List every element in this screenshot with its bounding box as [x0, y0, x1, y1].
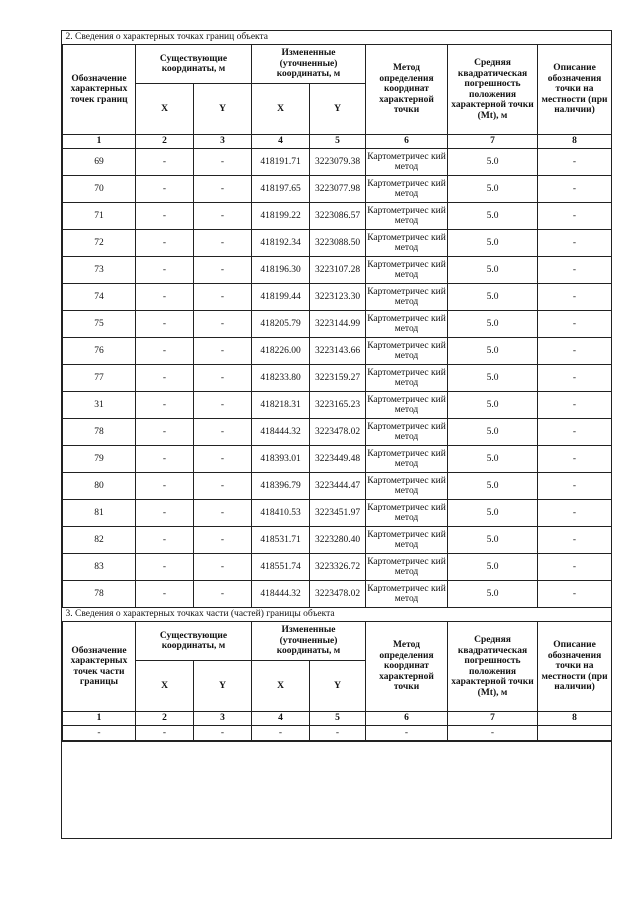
existing-y-cell: -: [194, 527, 252, 554]
existing-x-cell: -: [136, 230, 194, 257]
description-cell: -: [538, 554, 612, 581]
method-cell: Картометричес кий метод: [366, 338, 448, 365]
new-x-cell: 418199.44: [252, 284, 310, 311]
method-cell: Картометричес кий метод: [366, 419, 448, 446]
table-row: [63, 581, 612, 608]
mt-error-cell: 5.0: [448, 257, 538, 284]
existing-x-cell: -: [136, 284, 194, 311]
column-number: 7: [448, 712, 538, 726]
description-cell: -: [538, 176, 612, 203]
table-row: [63, 473, 612, 500]
mt-error-cell: 5.0: [448, 230, 538, 257]
new-y-cell: 3223165.23: [310, 392, 366, 419]
existing-x-cell: -: [136, 473, 194, 500]
mt-error-cell: 5.0: [448, 554, 538, 581]
new-y-cell: 3223449.48: [310, 446, 366, 473]
existing-x-cell: -: [136, 581, 194, 608]
header-existing: Существующие координаты, м: [136, 622, 252, 661]
mt-error-cell: -: [448, 726, 538, 741]
new-y-cell: 3223079.38: [310, 149, 366, 176]
new-y-cell: 3223159.27: [310, 365, 366, 392]
new-x-cell: 418191.71: [252, 149, 310, 176]
section2-table: [62, 31, 612, 608]
existing-y-cell: -: [194, 419, 252, 446]
column-number: 7: [448, 135, 538, 149]
header-designation: Обозначение характерных точек части границы: [63, 622, 136, 712]
mt-error-cell: 5.0: [448, 527, 538, 554]
description-cell: -: [538, 473, 612, 500]
existing-x-cell: -: [136, 446, 194, 473]
existing-y-cell: -: [194, 257, 252, 284]
method-cell: Картометричес кий метод: [366, 230, 448, 257]
point-number-cell: 82: [63, 527, 136, 554]
new-y-cell: 3223143.66: [310, 338, 366, 365]
mt-error-cell: 5.0: [448, 338, 538, 365]
point-number-cell: 81: [63, 500, 136, 527]
section3-table: [62, 608, 612, 741]
method-cell: Картометричес кий метод: [366, 284, 448, 311]
mt-error-cell: 5.0: [448, 149, 538, 176]
new-x-cell: 418197.65: [252, 176, 310, 203]
method-cell: Картометричес кий метод: [366, 527, 448, 554]
existing-x-cell: -: [136, 311, 194, 338]
existing-x-cell: -: [136, 392, 194, 419]
description-cell: -: [538, 149, 612, 176]
table-row: [63, 726, 612, 741]
section2-body: [63, 149, 612, 608]
column-number: 8: [538, 135, 612, 149]
table-row: [63, 284, 612, 311]
header-error: Средняя квадратическая погрешность положения характерной точки (Mt), м: [448, 45, 538, 135]
header-existing-y: Y: [194, 84, 252, 135]
header-error: Средняя квадратическая погрешность положения характерной точки (Mt), м: [448, 622, 538, 712]
existing-y-cell: -: [194, 392, 252, 419]
new-y-cell: -: [310, 726, 366, 741]
existing-y-cell: -: [194, 176, 252, 203]
table-row: [63, 365, 612, 392]
point-number-cell: 78: [63, 581, 136, 608]
existing-y-cell: -: [194, 446, 252, 473]
new-y-cell: 3223144.99: [310, 311, 366, 338]
column-numbers-row: [63, 712, 612, 726]
column-number: 2: [136, 712, 194, 726]
mt-error-cell: 5.0: [448, 176, 538, 203]
existing-x-cell: -: [136, 726, 194, 741]
point-number-cell: 73: [63, 257, 136, 284]
new-x-cell: 418531.71: [252, 527, 310, 554]
new-x-cell: 418444.32: [252, 581, 310, 608]
description-cell: [538, 726, 612, 741]
method-cell: Картометричес кий метод: [366, 311, 448, 338]
blank-area: [62, 741, 611, 838]
point-number-cell: 69: [63, 149, 136, 176]
point-number-cell: 75: [63, 311, 136, 338]
existing-y-cell: -: [194, 473, 252, 500]
section2-title: 2. Сведения о характерных точках границ объекта: [63, 31, 612, 45]
column-number: 4: [252, 712, 310, 726]
header-changed: Измененные (уточненные) координаты, м: [252, 45, 366, 84]
table-row: [63, 257, 612, 284]
new-y-cell: 3223478.02: [310, 581, 366, 608]
existing-y-cell: -: [194, 284, 252, 311]
description-cell: -: [538, 446, 612, 473]
method-cell: Картометричес кий метод: [366, 581, 448, 608]
description-cell: -: [538, 500, 612, 527]
table-row: [63, 149, 612, 176]
description-cell: -: [538, 203, 612, 230]
header-changed-x: X: [252, 84, 310, 135]
existing-y-cell: -: [194, 726, 252, 741]
new-x-cell: 418393.01: [252, 446, 310, 473]
description-cell: -: [538, 365, 612, 392]
table-row: [63, 500, 612, 527]
description-cell: -: [538, 230, 612, 257]
header-existing-y: Y: [194, 661, 252, 712]
column-number: 1: [63, 135, 136, 149]
column-number: 4: [252, 135, 310, 149]
mt-error-cell: 5.0: [448, 203, 538, 230]
new-x-cell: -: [252, 726, 310, 741]
new-y-cell: 3223086.57: [310, 203, 366, 230]
new-y-cell: 3223077.98: [310, 176, 366, 203]
point-number-cell: 80: [63, 473, 136, 500]
header-designation: Обозначение характерных точек границ: [63, 45, 136, 135]
mt-error-cell: 5.0: [448, 311, 538, 338]
existing-x-cell: -: [136, 365, 194, 392]
section3-title: 3. Сведения о характерных точках части (частей) границы объекта: [63, 608, 612, 622]
new-x-cell: 418233.80: [252, 365, 310, 392]
table-row: [63, 527, 612, 554]
description-cell: -: [538, 284, 612, 311]
new-y-cell: 3223280.40: [310, 527, 366, 554]
column-number: 3: [194, 712, 252, 726]
method-cell: Картометричес кий метод: [366, 365, 448, 392]
method-cell: Картометричес кий метод: [366, 149, 448, 176]
point-number-cell: 79: [63, 446, 136, 473]
header-method: Метод определения координат характерной точки: [366, 622, 448, 712]
method-cell: Картометричес кий метод: [366, 500, 448, 527]
new-x-cell: 418444.32: [252, 419, 310, 446]
method-cell: Картометричес кий метод: [366, 203, 448, 230]
new-x-cell: 418199.22: [252, 203, 310, 230]
method-cell: Картометричес кий метод: [366, 554, 448, 581]
column-number: 6: [366, 712, 448, 726]
existing-x-cell: -: [136, 176, 194, 203]
method-cell: Картометричес кий метод: [366, 257, 448, 284]
existing-y-cell: -: [194, 554, 252, 581]
existing-y-cell: -: [194, 230, 252, 257]
description-cell: -: [538, 527, 612, 554]
description-cell: -: [538, 257, 612, 284]
existing-y-cell: -: [194, 311, 252, 338]
method-cell: Картометричес кий метод: [366, 473, 448, 500]
header-existing-x: X: [136, 84, 194, 135]
existing-y-cell: -: [194, 203, 252, 230]
header-description: Описание обозначения точки на местности (при наличии): [538, 622, 612, 712]
description-cell: -: [538, 392, 612, 419]
section3-body: [63, 726, 612, 741]
description-cell: -: [538, 419, 612, 446]
column-number: 6: [366, 135, 448, 149]
table-row: [63, 230, 612, 257]
point-number-cell: 76: [63, 338, 136, 365]
header-changed-y: Y: [310, 661, 366, 712]
document-sheet: [61, 30, 612, 839]
column-number: 5: [310, 712, 366, 726]
mt-error-cell: 5.0: [448, 446, 538, 473]
table-row: [63, 554, 612, 581]
mt-error-cell: 5.0: [448, 392, 538, 419]
new-y-cell: 3223444.47: [310, 473, 366, 500]
existing-y-cell: -: [194, 149, 252, 176]
existing-x-cell: -: [136, 203, 194, 230]
column-number: 2: [136, 135, 194, 149]
point-number-cell: 31: [63, 392, 136, 419]
mt-error-cell: 5.0: [448, 419, 538, 446]
column-number: 8: [538, 712, 612, 726]
header-changed-x: X: [252, 661, 310, 712]
existing-x-cell: -: [136, 338, 194, 365]
method-cell: Картометричес кий метод: [366, 446, 448, 473]
existing-x-cell: -: [136, 419, 194, 446]
existing-x-cell: -: [136, 527, 194, 554]
new-x-cell: 418551.74: [252, 554, 310, 581]
mt-error-cell: 5.0: [448, 500, 538, 527]
new-x-cell: 418396.79: [252, 473, 310, 500]
table-row: [63, 392, 612, 419]
header-changed: Измененные (уточненные) координаты, м: [252, 622, 366, 661]
new-y-cell: 3223107.28: [310, 257, 366, 284]
new-x-cell: 418218.31: [252, 392, 310, 419]
point-number-cell: 70: [63, 176, 136, 203]
table-row: [63, 311, 612, 338]
existing-x-cell: -: [136, 257, 194, 284]
new-y-cell: 3223088.50: [310, 230, 366, 257]
header-description: Описание обозначения точки на местности (при наличии): [538, 45, 612, 135]
header-existing-x: X: [136, 661, 194, 712]
header-method: Метод определения координат характерной точки: [366, 45, 448, 135]
new-x-cell: 418192.34: [252, 230, 310, 257]
header-changed-y: Y: [310, 84, 366, 135]
column-numbers-row: [63, 135, 612, 149]
new-x-cell: 418205.79: [252, 311, 310, 338]
point-number-cell: 78: [63, 419, 136, 446]
new-y-cell: 3223123.30: [310, 284, 366, 311]
description-cell: -: [538, 311, 612, 338]
point-number-cell: -: [63, 726, 136, 741]
existing-y-cell: -: [194, 500, 252, 527]
point-number-cell: 72: [63, 230, 136, 257]
new-y-cell: 3223478.02: [310, 419, 366, 446]
method-cell: -: [366, 726, 448, 741]
point-number-cell: 83: [63, 554, 136, 581]
new-x-cell: 418410.53: [252, 500, 310, 527]
mt-error-cell: 5.0: [448, 581, 538, 608]
column-number: 5: [310, 135, 366, 149]
mt-error-cell: 5.0: [448, 473, 538, 500]
existing-x-cell: -: [136, 500, 194, 527]
table-row: [63, 203, 612, 230]
point-number-cell: 77: [63, 365, 136, 392]
mt-error-cell: 5.0: [448, 365, 538, 392]
table-row: [63, 419, 612, 446]
description-cell: -: [538, 338, 612, 365]
point-number-cell: 71: [63, 203, 136, 230]
header-existing: Существующие координаты, м: [136, 45, 252, 84]
method-cell: Картометричес кий метод: [366, 176, 448, 203]
existing-x-cell: -: [136, 149, 194, 176]
new-y-cell: 3223326.72: [310, 554, 366, 581]
new-y-cell: 3223451.97: [310, 500, 366, 527]
mt-error-cell: 5.0: [448, 284, 538, 311]
existing-y-cell: -: [194, 338, 252, 365]
existing-x-cell: -: [136, 554, 194, 581]
point-number-cell: 74: [63, 284, 136, 311]
column-number: 3: [194, 135, 252, 149]
table-row: [63, 176, 612, 203]
column-number: 1: [63, 712, 136, 726]
method-cell: Картометричес кий метод: [366, 392, 448, 419]
table-row: [63, 446, 612, 473]
description-cell: -: [538, 581, 612, 608]
existing-y-cell: -: [194, 365, 252, 392]
table-row: [63, 338, 612, 365]
new-x-cell: 418226.00: [252, 338, 310, 365]
existing-y-cell: -: [194, 581, 252, 608]
new-x-cell: 418196.30: [252, 257, 310, 284]
